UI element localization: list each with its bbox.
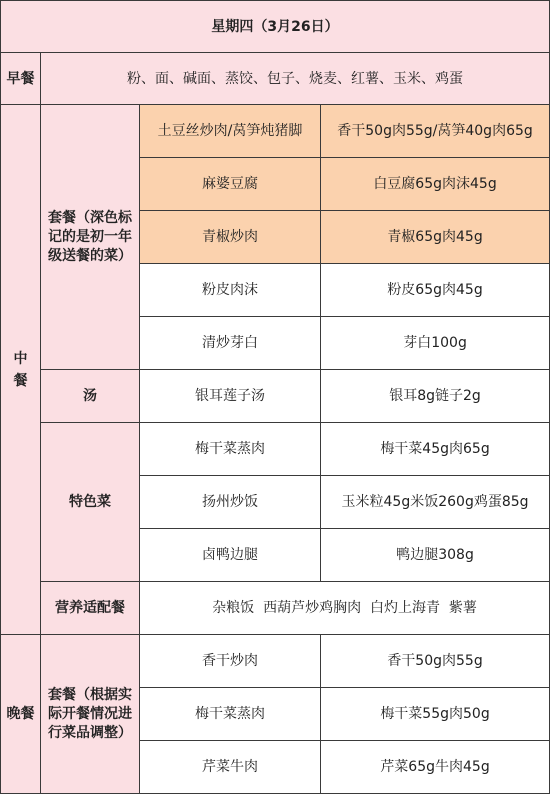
dish-ingredients: 银耳8g链子2g [321,370,550,423]
dish-name: 清炒芽白 [140,317,321,370]
dish-ingredients: 粉皮65g肉45g [321,264,550,317]
dish-name: 麻婆豆腐 [140,158,321,211]
dish-ingredients: 青椒65g肉45g [321,211,550,264]
dinner-set-meal-label: 套餐（根据实际开餐情况进行菜品调整） [41,635,140,794]
nutrition-items: 杂粮饭 西葫芦炒鸡胸肉 白灼上海青 紫薯 [140,582,550,635]
lunch-label: 中餐 [1,105,41,635]
dish-name: 芹菜牛肉 [140,741,321,794]
breakfast-label: 早餐 [1,53,41,105]
dish-name: 卤鸭边腿 [140,529,321,582]
lunch-specialty-label: 特色菜 [41,423,140,582]
dish-ingredients: 鸭边腿308g [321,529,550,582]
dish-ingredients: 白豆腐65g肉沫45g [321,158,550,211]
dinner-label: 晚餐 [1,635,41,794]
lunch-nutrition-label: 营养适配餐 [41,582,140,635]
dish-ingredients: 香干50g肉55g/莴笋40g肉65g [321,105,550,158]
dish-name: 土豆丝炒肉/莴笋炖猪脚 [140,105,321,158]
dish-ingredients: 芽白100g [321,317,550,370]
dish-ingredients: 芹菜65g牛肉45g [321,741,550,794]
dish-name: 梅干菜蒸肉 [140,688,321,741]
lunch-set-meal-label: 套餐（深色标记的是初一年级送餐的菜） [41,105,140,370]
dish-ingredients: 梅干菜55g肉50g [321,688,550,741]
lunch-soup-label: 汤 [41,370,140,423]
dish-name: 青椒炒肉 [140,211,321,264]
breakfast-items: 粉、面、碱面、蒸饺、包子、烧麦、红薯、玉米、鸡蛋 [41,53,550,105]
dish-name: 银耳莲子汤 [140,370,321,423]
dish-name: 香干炒肉 [140,635,321,688]
dish-ingredients: 梅干菜45g肉65g [321,423,550,476]
dish-name: 梅干菜蒸肉 [140,423,321,476]
dish-ingredients: 香干50g肉55g [321,635,550,688]
dish-ingredients: 玉米粒45g米饭260g鸡蛋85g [321,476,550,529]
menu-title: 星期四（3月26日） [1,1,550,53]
dish-name: 扬州炒饭 [140,476,321,529]
dish-name: 粉皮肉沫 [140,264,321,317]
